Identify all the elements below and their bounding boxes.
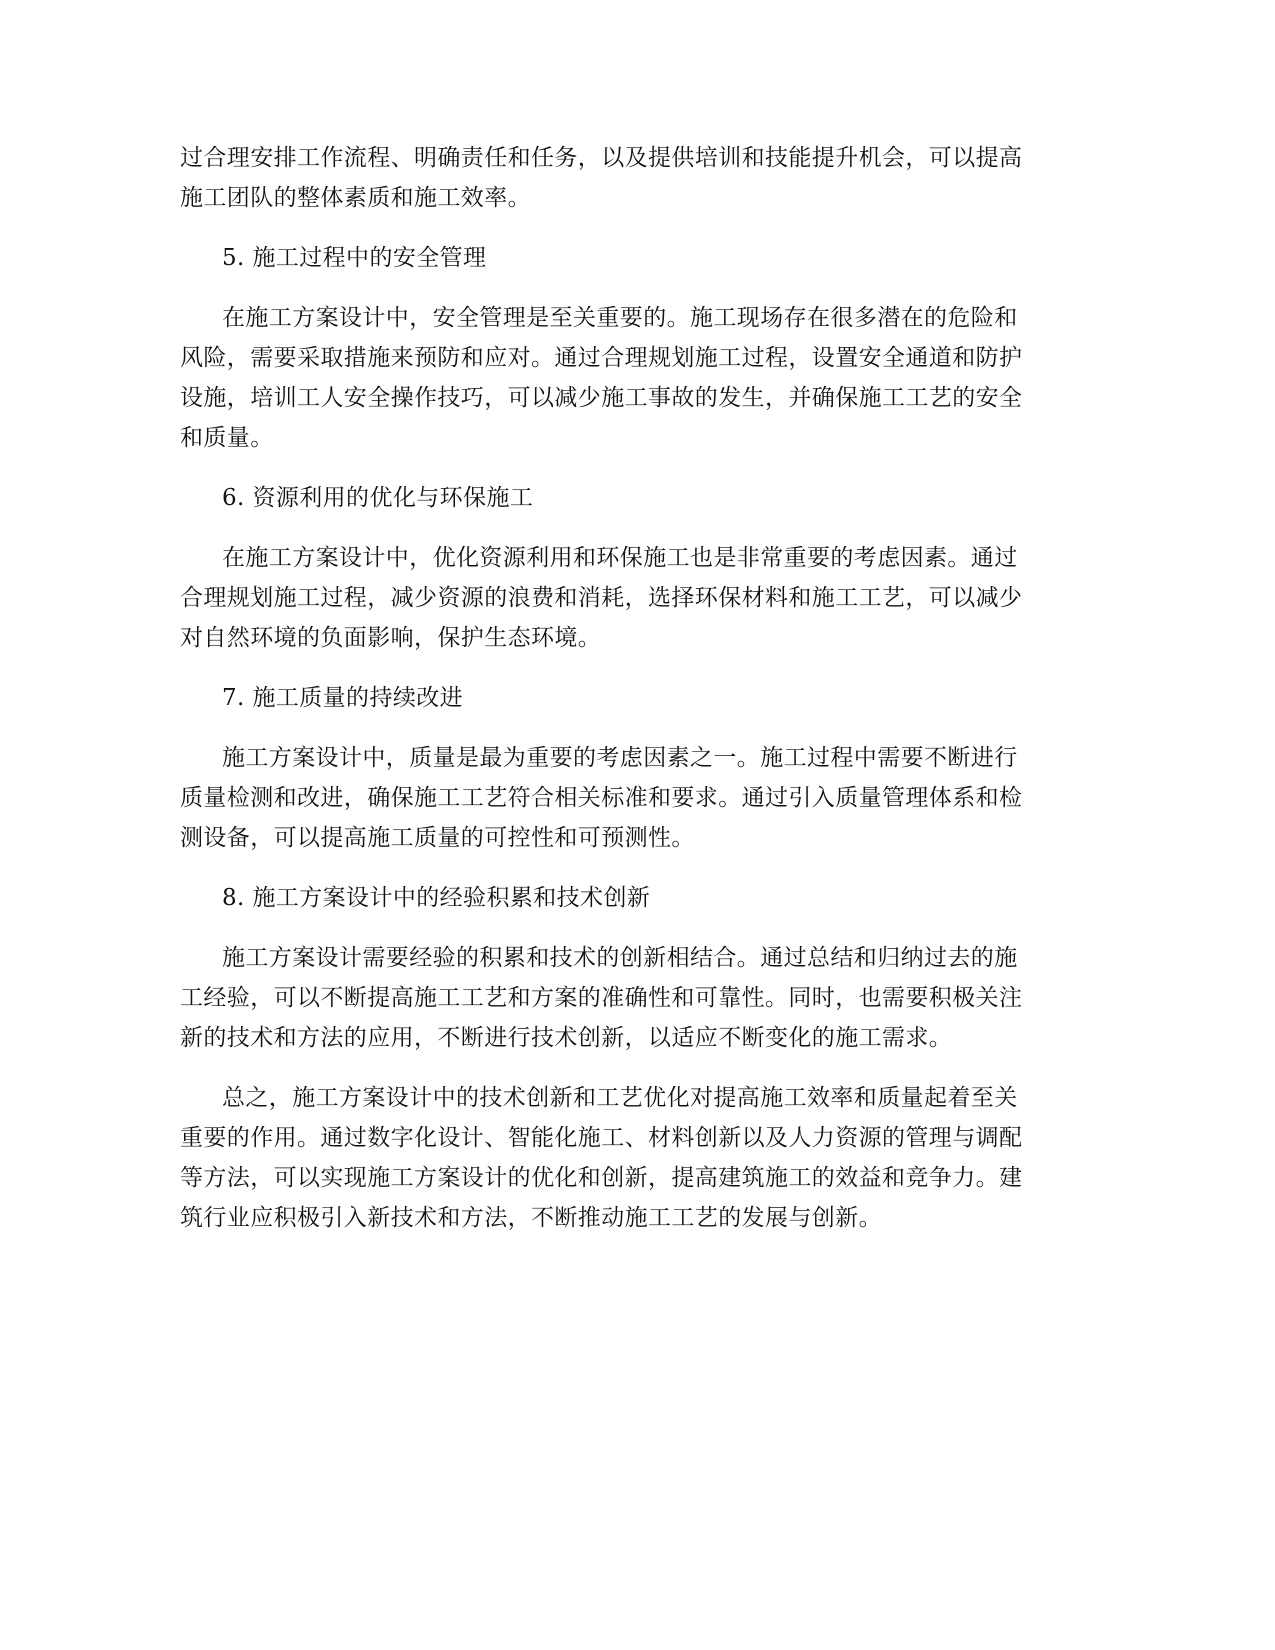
section-heading-6: 6. 资源利用的优化与环保施工 [222,485,534,511]
paragraph-line: 施工方案设计需要经验的积累和技术的创新相结合。通过总结和归纳过去的施 [222,945,1018,971]
paragraph-line: 在施工方案设计中，优化资源利用和环保施工也是非常重要的考虑因素。通过 [222,545,1018,571]
section-heading-7: 7. 施工质量的持续改进 [222,685,464,711]
paragraph-gap [180,918,1040,938]
paragraph-line: 和质量。 [180,425,274,451]
paragraph-quality-improvement [180,738,1040,858]
paragraph-gap [180,858,1040,878]
paragraph-gap [180,218,1040,238]
paragraph-line: 对自然环境的负面影响，保护生态环境。 [180,625,602,651]
paragraph-line: 施工团队的整体素质和施工效率。 [180,185,531,211]
paragraph-safety-management [180,298,1040,458]
paragraph-line: 重要的作用。通过数字化设计、智能化施工、材料创新以及人力资源的管理与调配 [180,1125,1023,1151]
section-heading-8: 8. 施工方案设计中的经验积累和技术创新 [222,885,651,911]
paragraph-resource-optimization [180,538,1040,658]
paragraph-gap [180,518,1040,538]
section-heading-5: 5. 施工过程中的安全管理 [222,245,487,271]
paragraph-gap [180,1058,1040,1078]
paragraph-line: 等方法，可以实现施工方案设计的优化和创新，提高建筑施工的效益和竞争力。建 [180,1165,1023,1191]
paragraph-line: 风险，需要采取措施来预防和应对。通过合理规划施工过程，设置安全通道和防护 [180,345,1023,371]
paragraph-line: 在施工方案设计中，安全管理是至关重要的。施工现场存在很多潜在的危险和 [222,305,1018,331]
paragraph-experience-innovation [180,938,1040,1058]
paragraph-gap [180,458,1040,478]
paragraph-line: 筑行业应积极引入新技术和方法，不断推动施工工艺的发展与创新。 [180,1205,882,1231]
paragraph-line: 新的技术和方法的应用，不断进行技术创新，以适应不断变化的施工需求。 [180,1025,953,1051]
paragraph-continued [180,138,1040,218]
paragraph-line: 过合理安排工作流程、明确责任和任务，以及提供培训和技能提升机会，可以提高 [180,145,1023,171]
paragraph-gap [180,718,1040,738]
document-body [180,138,1040,1238]
paragraph-line: 设施，培训工人安全操作技巧，可以减少施工事故的发生，并确保施工工艺的安全 [180,385,1023,411]
paragraph-line: 合理规划施工过程，减少资源的浪费和消耗，选择环保材料和施工工艺，可以减少 [180,585,1023,611]
paragraph-line: 测设备，可以提高施工质量的可控性和可预测性。 [180,825,695,851]
paragraph-conclusion [180,1078,1040,1238]
paragraph-line: 施工方案设计中，质量是最为重要的考虑因素之一。施工过程中需要不断进行 [222,745,1018,771]
paragraph-line: 工经验，可以不断提高施工工艺和方案的准确性和可靠性。同时，也需要积极关注 [180,985,1023,1011]
paragraph-gap [180,278,1040,298]
paragraph-gap [180,658,1040,678]
paragraph-line: 质量检测和改进，确保施工工艺符合相关标准和要求。通过引入质量管理体系和检 [180,785,1023,811]
paragraph-line: 总之，施工方案设计中的技术创新和工艺优化对提高施工效率和质量起着至关 [222,1085,1018,1111]
